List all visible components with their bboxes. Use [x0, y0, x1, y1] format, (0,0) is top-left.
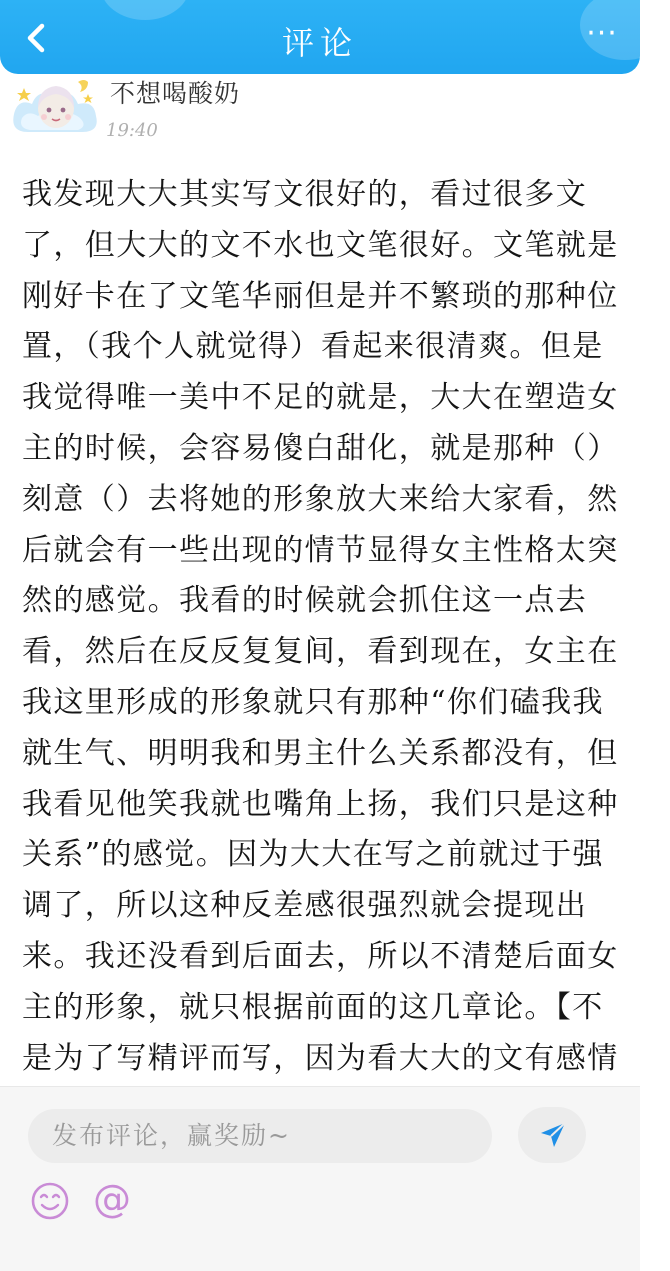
decor-bubble [100, 0, 190, 20]
comment-time: 19:40 [106, 120, 158, 141]
comment-composer [0, 1086, 640, 1271]
page-title: 评论 [281, 24, 358, 62]
comment-input[interactable]: 发布评论，赢奖励~ [28, 1109, 492, 1163]
avatar[interactable] [8, 74, 102, 138]
more-options-button[interactable]: ··· [586, 16, 618, 51]
comment-username[interactable]: 不想喝酸奶 [110, 79, 241, 108]
smiley-icon [30, 1181, 70, 1221]
send-button[interactable] [518, 1107, 586, 1163]
mention-button[interactable]: @ [93, 1177, 131, 1221]
top-bar [0, 0, 640, 74]
comment-body: 我发现大大其实写文很好的，看过很多文了，但大大的文不水也文笔很好。文笔就是刚好卡在了文笔华丽但是并不繁琐的那种位置，（我个人就觉得）看起来很清爽。但是我觉得唯一美中不足的就是，大大在塑造女主的时候，会容易傻白甜化，就是那种（）刻意（）去将她的形象放大来给大家看，然后就会有一些出现的情节显得女主性格太突然的感觉。我看的时候就会抓住这一点去看，然后在反反复复间，看到现在，女主在我这里形成的形象就只有那种“你们磕我我就生气、明明我和男主什么关系都没有，但我看见他笑我就也嘴角上扬，我们只是这种关系”的感觉。因为大大在写之前就过于强调了，所以这种反差感很强烈就会提现出来。我还没看到后面去，所以不清楚后面女主的形象，就只根据前面的这几章论。【不是为了写精评而写，因为看大大的文有感情 [22, 177, 619, 1076]
paper-plane-icon [538, 1120, 568, 1150]
emoji-button[interactable] [30, 1181, 70, 1221]
